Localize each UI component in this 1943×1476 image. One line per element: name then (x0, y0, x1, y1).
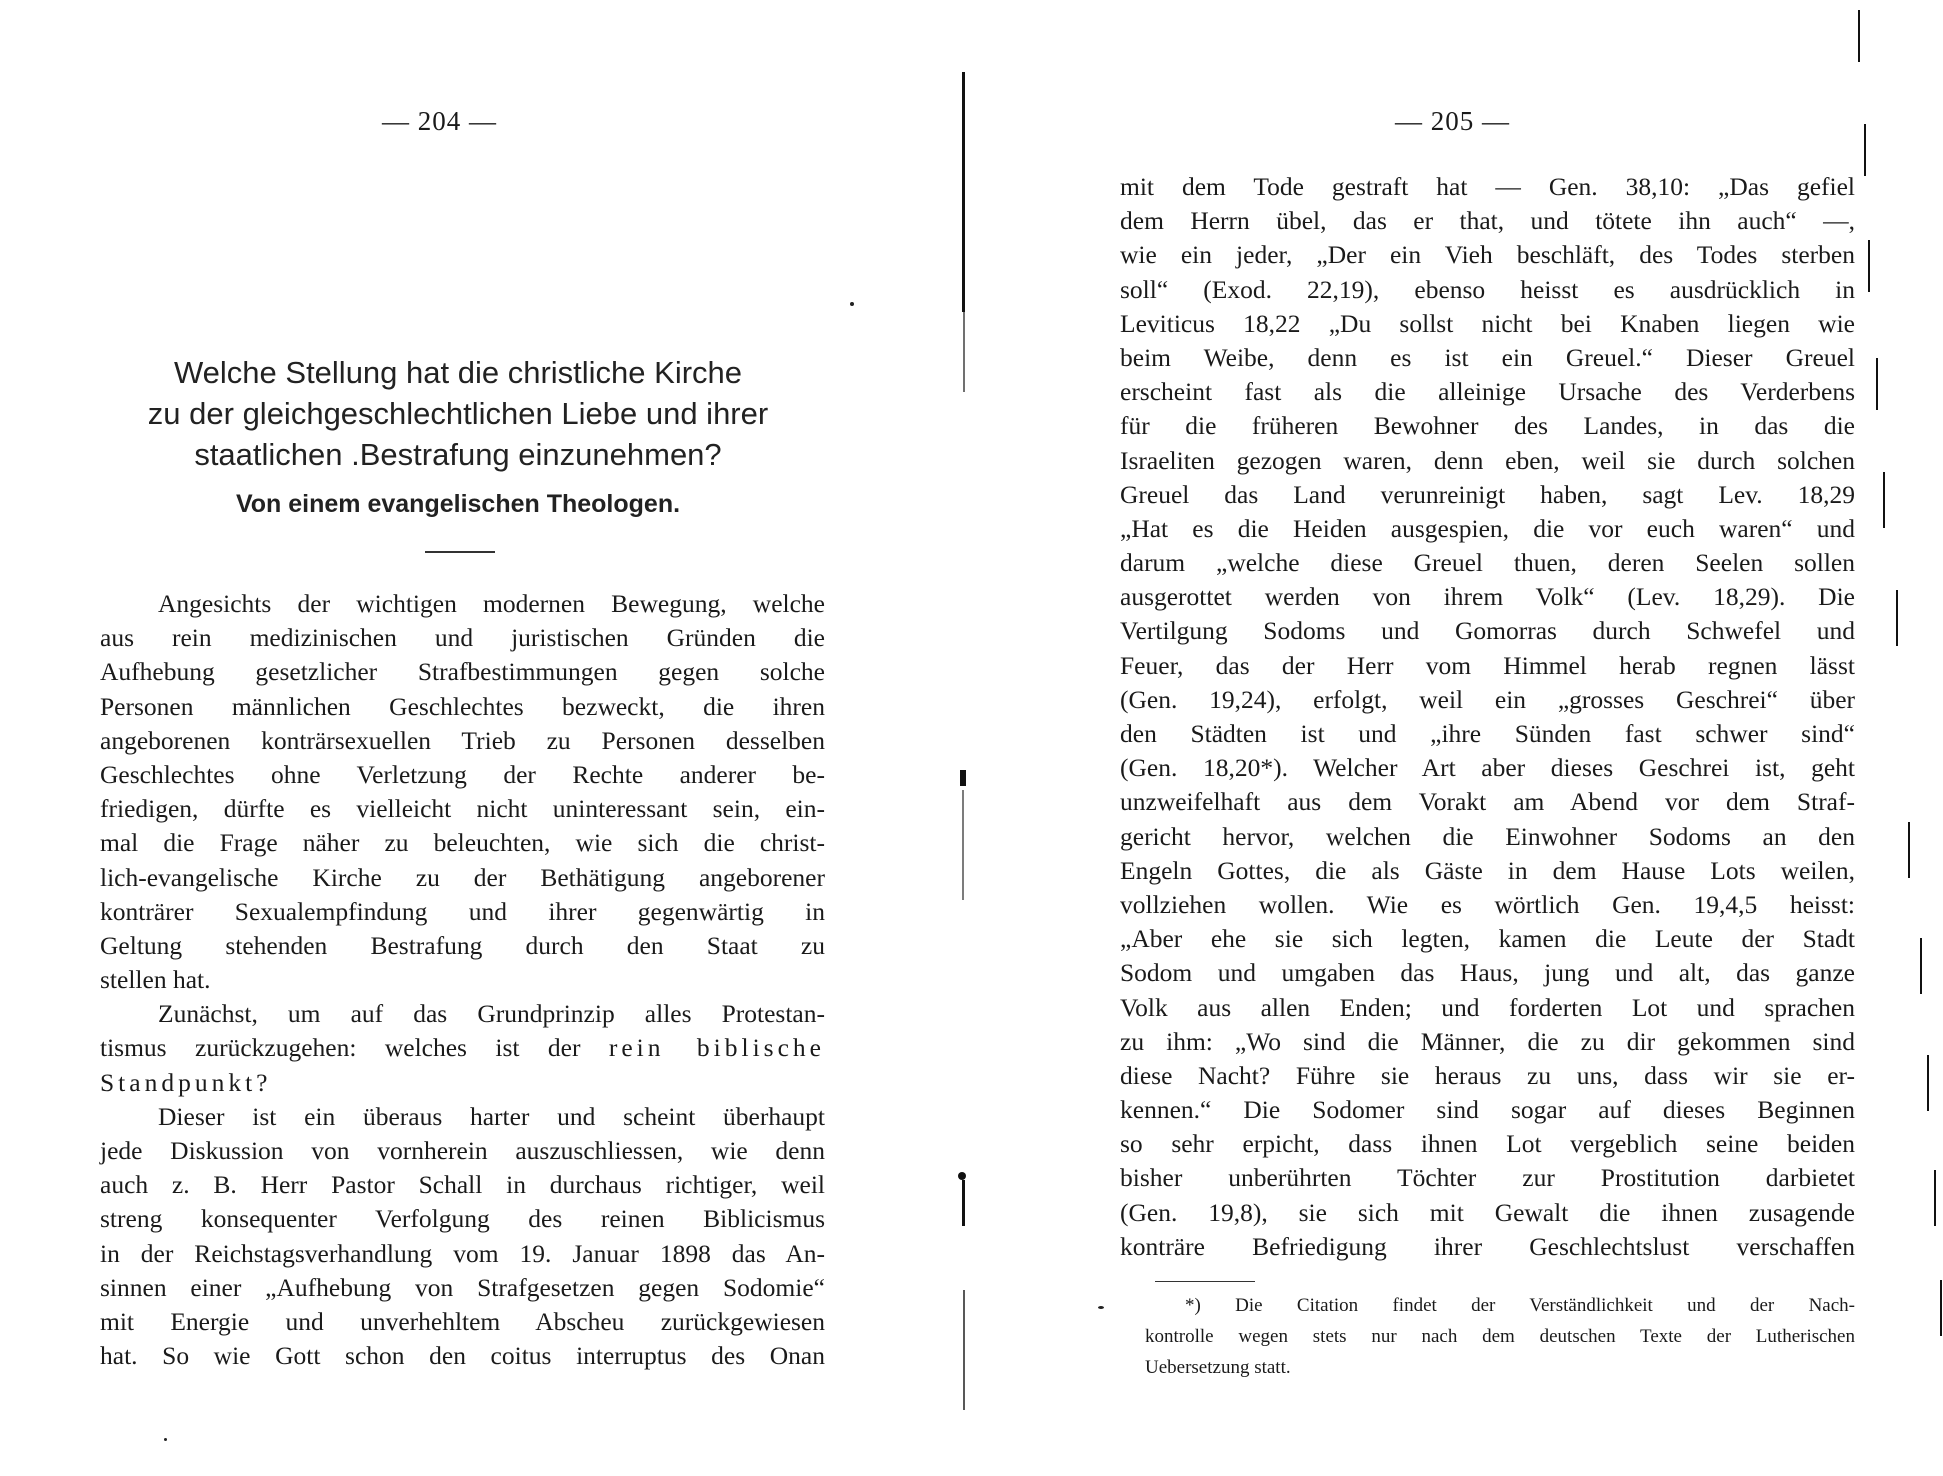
speck (164, 1438, 167, 1441)
text-line: bisher unberührten Töchter zur Prostitution darbietet (1120, 1163, 1855, 1193)
text-line: vollziehen wollen. Wie es wörtlich Gen. 19,4,5 heisst: (1120, 889, 1855, 919)
text-line: (Gen. 19,24), erfolgt, weil ein „grosses Geschrei“ über (1120, 684, 1855, 714)
text-line: sinnen einer „Aufhebung von Strafgesetzen gegen Sodomie“ (100, 1272, 825, 1302)
text-line: mit dem Tode gestraft hat — Gen. 38,10: „Das gefiel (1120, 172, 1855, 201)
text-line: streng konsequenter Verfolgung des reinen Biblicismus (100, 1204, 825, 1234)
text-line: Standpunkt? (100, 1067, 272, 1097)
edge-mark (1858, 10, 1860, 62)
gutter-mark (963, 312, 965, 392)
text-line: dem Herrn übel, das er that, und tötete ihn auch“ —, (1120, 206, 1855, 236)
text-line: Personen männlichen Geschlechtes bezweckt, die ihren (100, 691, 825, 721)
spaced-emphasis: rein biblische (608, 1033, 825, 1063)
text-line: angeborenen konträrsexuellen Trieb zu Personen desselben (100, 725, 825, 755)
page-number-right: — 205 — (1395, 106, 1510, 136)
text-segment: tismus zurückzugehen: welches ist der (100, 1033, 581, 1063)
page-number-left: — 204 — (382, 106, 497, 136)
text-line: beim Weibe, denn es ist ein Greuel.“ Dieser Greuel (1120, 342, 1855, 372)
text-line: stellen hat. (100, 965, 211, 995)
text-line: Dieser ist ein überaus harter und scheint überhaupt (158, 1101, 825, 1131)
text-line: in der Reichstagsverhandlung vom 19. Januar 1898 das An- (100, 1238, 825, 1268)
title-line: Welche Stellung hat die christliche Kirche (173, 355, 743, 390)
edge-mark (1934, 1170, 1936, 1226)
edge-mark (1876, 358, 1878, 410)
edge-mark (1883, 472, 1885, 528)
text-line: jede Diskussion von vornherein auszuschliessen, wie denn (100, 1136, 825, 1165)
edge-mark (1920, 938, 1922, 994)
text-line: darum „welche diese Greuel thuen, deren Seelen sollen (1120, 548, 1855, 578)
text-line: hat. So wie Gott schon den coitus interruptus des Onan (100, 1341, 825, 1371)
text-line: Engeln Gottes, die als Gäste in dem Hause Lots weilen, (1120, 855, 1855, 885)
text-line: Angesichts der wichtigen modernen Bewegung, welche (158, 589, 825, 618)
speck (850, 302, 854, 306)
text-line: aus rein medizinischen und juristischen Gründen die (100, 623, 825, 653)
title-line: zu der gleichgeschlechtlichen Liebe und ihrer (147, 396, 769, 431)
gutter-mark (958, 1172, 966, 1180)
article-author: Von einem evangelischen Theologen. (235, 490, 681, 518)
text-line: Vertilgung Sodoms und Gomorras durch Schwefel und (1120, 616, 1855, 646)
text-line: Geltung stehenden Bestrafung durch den Staat zu (100, 930, 825, 960)
speck (1098, 1306, 1104, 1309)
left-body-text (100, 587, 825, 1373)
text-line: den Städten ist und „ihre Sünden fast schwer sind“ (1120, 719, 1855, 748)
text-line: (Gen. 19,8), sie sich mit Gewalt die ihnen zusagende (1120, 1197, 1855, 1227)
text-line: kennen.“ Die Sodomer sind sogar auf dieses Beginnen (1120, 1095, 1855, 1125)
right-page (960, 0, 1943, 1476)
text-line: konträrer Sexualempfindung und ihrer gegenwärtig in (100, 896, 825, 926)
text-line: für die früheren Bewohner des Landes, in das die (1120, 411, 1855, 441)
footnote (1145, 1290, 1855, 1383)
text-line: Volk aus allen Enden; und forderten Lot und sprachen (1120, 992, 1855, 1022)
text-line: „Hat es die Heiden ausgespien, die vor euch waren“ und (1120, 513, 1855, 543)
gutter-mark (962, 72, 965, 312)
text-line: Israeliten gezogen waren, denn eben, weil sie durch solchen (1120, 445, 1855, 475)
text-line: Leviticus 18,22 „Du sollst nicht bei Knaben liegen wie (1120, 308, 1855, 338)
text-line: konträre Befriedigung ihrer Geschlechtslust verschaffen (1120, 1231, 1855, 1261)
left-page (0, 0, 960, 1476)
gutter-mark (962, 1180, 965, 1226)
edge-mark (1896, 590, 1898, 646)
text-line: erscheint fast als die alleinige Ursache des Verderbens (1120, 377, 1855, 407)
text-line: auch z. B. Herr Pastor Schall in durchaus richtiger, weil (100, 1170, 825, 1200)
text-line: Greuel das Land verunreinigt haben, sagt Lev. 18,29 (1120, 479, 1855, 509)
gutter-mark (960, 770, 966, 786)
edge-mark (1908, 822, 1910, 878)
article-title (88, 352, 828, 475)
text-line: Feuer, das der Herr vom Himmel herab regnen lässt (1120, 650, 1855, 680)
text-line: Sodom und umgaben das Haus, jung und alt, das ganze (1120, 958, 1855, 988)
right-body-text (1120, 170, 1855, 1264)
text-line: mit Energie und unverhehltem Abscheu zurückgewiesen (100, 1306, 825, 1336)
text-line: (Gen. 18,20*). Welcher Art aber dieses Geschrei ist, geht (1120, 753, 1855, 783)
edge-mark (1927, 1055, 1929, 1111)
edge-mark (1868, 240, 1870, 292)
footnote-line: Uebersetzung statt. (1145, 1357, 1291, 1378)
edge-mark (1864, 124, 1866, 176)
title-divider (425, 551, 495, 553)
text-line: unzweifelhaft aus dem Vorakt am Abend vor dem Straf- (1120, 787, 1855, 817)
text-line: Zunächst, um auf das Grundprinzip alles Protestan- (158, 999, 825, 1029)
text-line: wie ein jeder, „Der ein Vieh beschläft, des Todes sterben (1120, 240, 1855, 270)
title-line: staatlichen .Bestrafung einzunehmen? (194, 437, 722, 472)
text-line (100, 1031, 825, 1065)
text-line: Aufhebung gesetzlicher Strafbestimmungen gegen solche (100, 657, 825, 687)
text-line: „Aber ehe sie sich legten, kamen die Leute der Stadt (1120, 924, 1855, 954)
footnote-line: *) Die Citation findet der Verständlichkeit und der Nach- (1185, 1295, 1855, 1316)
gutter-mark (963, 1290, 965, 1410)
text-line: soll“ (Exod. 22,19), ebenso heisst es ausdrücklich in (1120, 274, 1855, 304)
text-line: zu ihm: „Wo sind die Männer, die zu dir gekommen sind (1120, 1026, 1855, 1056)
text-line: diese Nacht? Führe sie heraus zu uns, dass wir sie er- (1120, 1060, 1855, 1090)
edge-mark (1940, 1280, 1942, 1336)
text-line: mal die Frage näher zu beleuchten, wie sich die christ- (100, 828, 825, 858)
text-line: lich-evangelische Kirche zu der Bethätigung angeborener (100, 862, 825, 892)
text-line: ausgerottet werden von ihrem Volk“ (Lev. 18,29). Die (1120, 582, 1855, 612)
gutter-mark (962, 790, 964, 900)
text-line: gericht hervor, welchen die Einwohner Sodoms an den (1120, 821, 1855, 851)
text-line: so sehr erpicht, dass ihnen Lot vergeblich seine beiden (1120, 1129, 1855, 1159)
text-line: Geschlechtes ohne Verletzung der Rechte anderer be- (100, 759, 825, 789)
footnote-divider (1155, 1281, 1255, 1282)
footnote-line: kontrolle wegen stets nur nach dem deutschen Texte der Lutherischen (1145, 1326, 1855, 1347)
text-line: friedigen, dürfte es vielleicht nicht uninteressant sein, ein- (100, 794, 825, 824)
